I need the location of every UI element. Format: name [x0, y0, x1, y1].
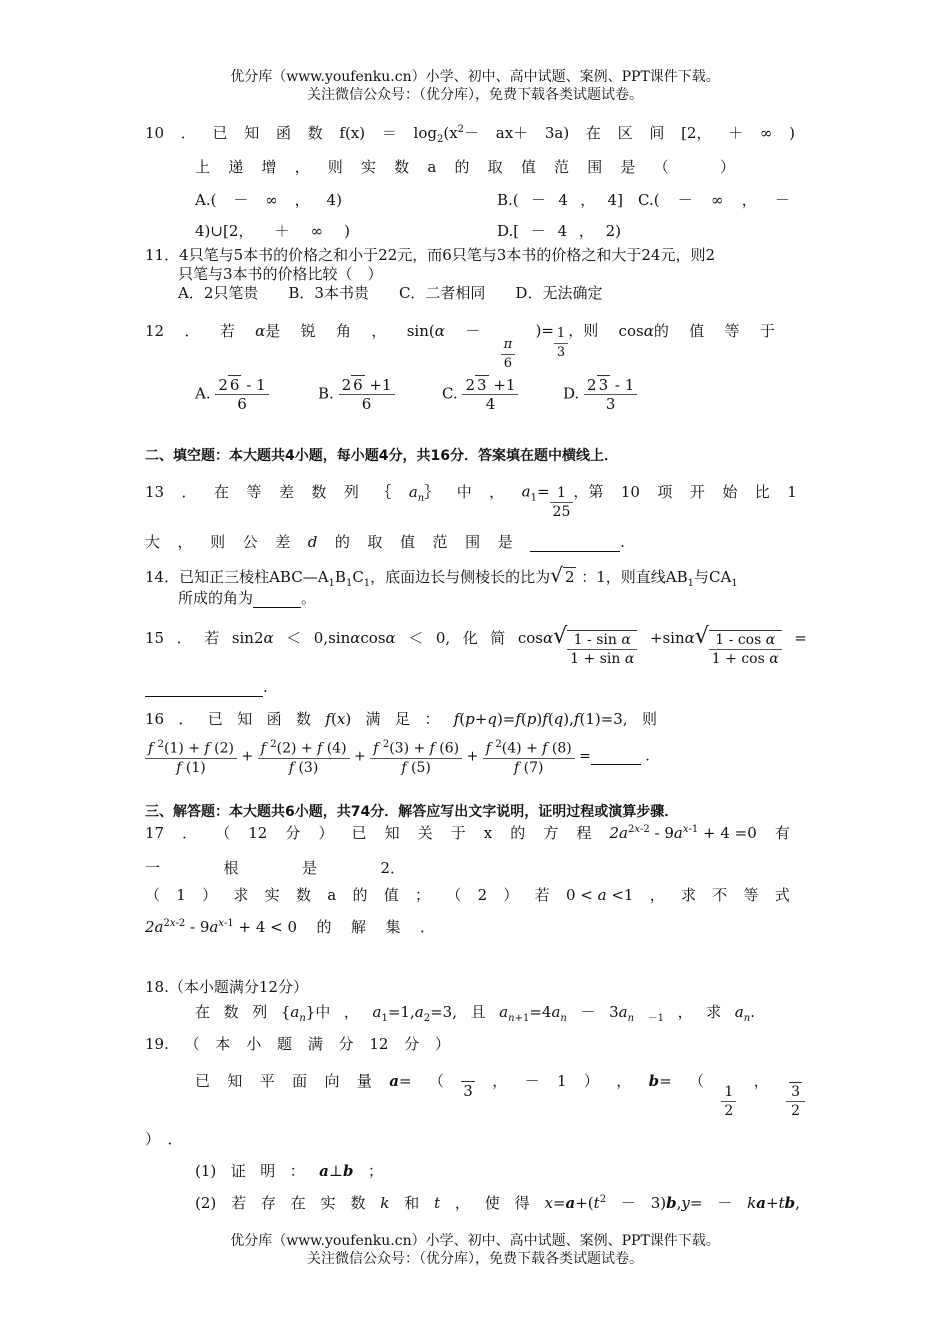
header-line-1: 优分库（www.youfenku.cn）小学、初中、高中试题、案例、PPT课件下载。 — [230, 69, 720, 85]
q10-option-b: B.( － 4 ， 4] — [497, 191, 623, 209]
q11-line-2: 只笔与3本书的价格比较（ ） — [178, 265, 383, 283]
q10-option-c-part-2: 4)∪[2， ＋ ∞ ) — [195, 222, 350, 240]
q18-title: 18.（本小题满分12分） — [145, 978, 308, 996]
q18-line-1: 在 数 列 $\{a_n\}$中 ， $a_1=1,a_2=3$, 且 $a_{n+1}=4a_n$ － $3a_n$ $_{-1}$ ， 求 $a_n$. — [195, 1003, 755, 1024]
q10-line-1: 10 ． 已 知 函 数 f(x) ＝ $\log_2(x^2-$ ax＋ 3a) 在 区 间 [2， ＋ ∞ ) — [145, 124, 795, 145]
q17-line-2: 一 根 是 2． — [145, 859, 405, 877]
q17-line-3: （ 1 ） 求 实 数 a 的 值 ； （ 2 ） 若 0 < a <1 ， 求 不 等 式 — [145, 886, 790, 904]
q10-line-2: 上 递 增 ， 则 实 数 a 的 取 值 范 围 是 （ ） — [195, 158, 735, 176]
q11-options: A．2只笔贵 B．3本书贵 C．二者相同 D．无法确定 — [178, 284, 603, 302]
footer-line-2: 关注微信公众号：（优分库），免费下载各类试题试卷。 — [307, 1251, 643, 1267]
q16-line-1: 16 ． 已 知 函 数 f(x) 满 足 ： f(p+q)=f(p)f(q),f(1)=3, 则 — [145, 710, 657, 728]
q16-expression: $\frac{f ^2(1) + f (2)}{f (1)}$ + $\frac{f ^2(2) + f (4)}{f (3)}$ + $\frac{f ^2(3) + f (6)}{f (5)}$ + $\frac{f ^2(4) + f (8)}{f (7)}$ = . — [145, 736, 650, 777]
q10-option-d: D.[ － 4 ， 2) — [497, 222, 621, 240]
q12-line-1: 12 ． 若 α是 锐 角 ， sin(α － $\frac{\pi}{6}$ )= $\frac{1}{3}$ ，则 cosα的 值 等 于 — [145, 321, 775, 371]
q13-line-2: 大 ， 则 公 差 d 的 取 值 范 围 是 . — [145, 533, 625, 551]
footer-line-1: 优分库（www.youfenku.cn）小学、初中、高中试题、案例、PPT课件下载。 — [230, 1233, 720, 1249]
q12-option-d: D. $\frac{2 3 - 1}{3}$ — [563, 376, 637, 413]
q12-option-c: C. $\frac{2 3 +1}{4}$ — [442, 376, 518, 413]
q19-part-1: (1) 证 明 ： a⊥b ； — [195, 1162, 383, 1180]
section-2-heading: 二、填空题：本大题共4小题，每小题4分，共16分．答案填在题中横线上． — [145, 448, 618, 464]
q14-line-1: 14．已知正三棱柱$ABC—A_1B_1C_1$，底面边长与侧棱长的比为√ 2 ：1，则直线$AB_1$与$CA_1$ — [145, 563, 738, 589]
q14-line-2: 所成的角为 。 — [178, 589, 317, 607]
q19-line-2: ） ． — [145, 1130, 183, 1148]
q19-part-2: (2) 若 存 在 实 数 k 和 t ， 使 得 $x=a+(t^2$ － 3)b,y= － ka+tb, — [195, 1194, 800, 1212]
q17-line-1: 17 ． （ 12 分 ） 已 知 关 于 x 的 方 程 $2a^{2x-2} - 9a^{x-1} + 4 =0$ 有 — [145, 824, 790, 842]
q19-line-1: 已 知 平 面 向 量 a= （ 3 ， － 1 ） ， b= （ $\frac{1}{2}$ ， $\frac{3}{2}$ — [195, 1070, 805, 1110]
q12-option-b: B. $\frac{2 6 +1}{6}$ — [318, 376, 395, 413]
q17-line-4: $2a^{2x-2} - 9a^{x-1} + 4 < 0$ 的 解 集 ． — [145, 918, 435, 936]
q13-line-1: 13 ． 在 等 差 数 列 ｛ $a_n\}$ 中 ， $a_1=$ $\frac{1}{25}$ ，第 10 项 开 始 比 1 — [145, 482, 797, 520]
q12-option-a: A. $\frac{2 6 - 1}{6}$ — [195, 376, 269, 413]
q10-option-a: A.( － ∞ ， 4) — [195, 191, 342, 209]
section-3-heading: 三、解答题：本大题共6小题，共74分．解答应写出文字说明，证明过程或演算步骤． — [145, 804, 679, 820]
q15-line-2: . — [145, 678, 268, 697]
header-line-2: 关注微信公众号：（优分库），免费下载各类试题试卷。 — [307, 87, 643, 103]
q15-line-1: 15 ． 若 sin2α ＜ 0,sinαcosα ＜ 0, 化 简 cosα√ $\frac{\text{1 - sin α}}{\text{1 + sin α}}$ +sinα√ $\frac{\text{1 - cos α}}{\text{1 + cos α}}$ = — [145, 624, 807, 667]
q10-option-c-part-1: C.( － ∞ ， － — [638, 191, 790, 209]
q19-title: 19. （ 本 小 题 满 分 12 分 ） — [145, 1035, 450, 1053]
q11-line-1: 11．4只笔与5本书的价格之和小于22元，而6只笔与3本书的价格之和大于24元，则2 — [145, 246, 715, 264]
